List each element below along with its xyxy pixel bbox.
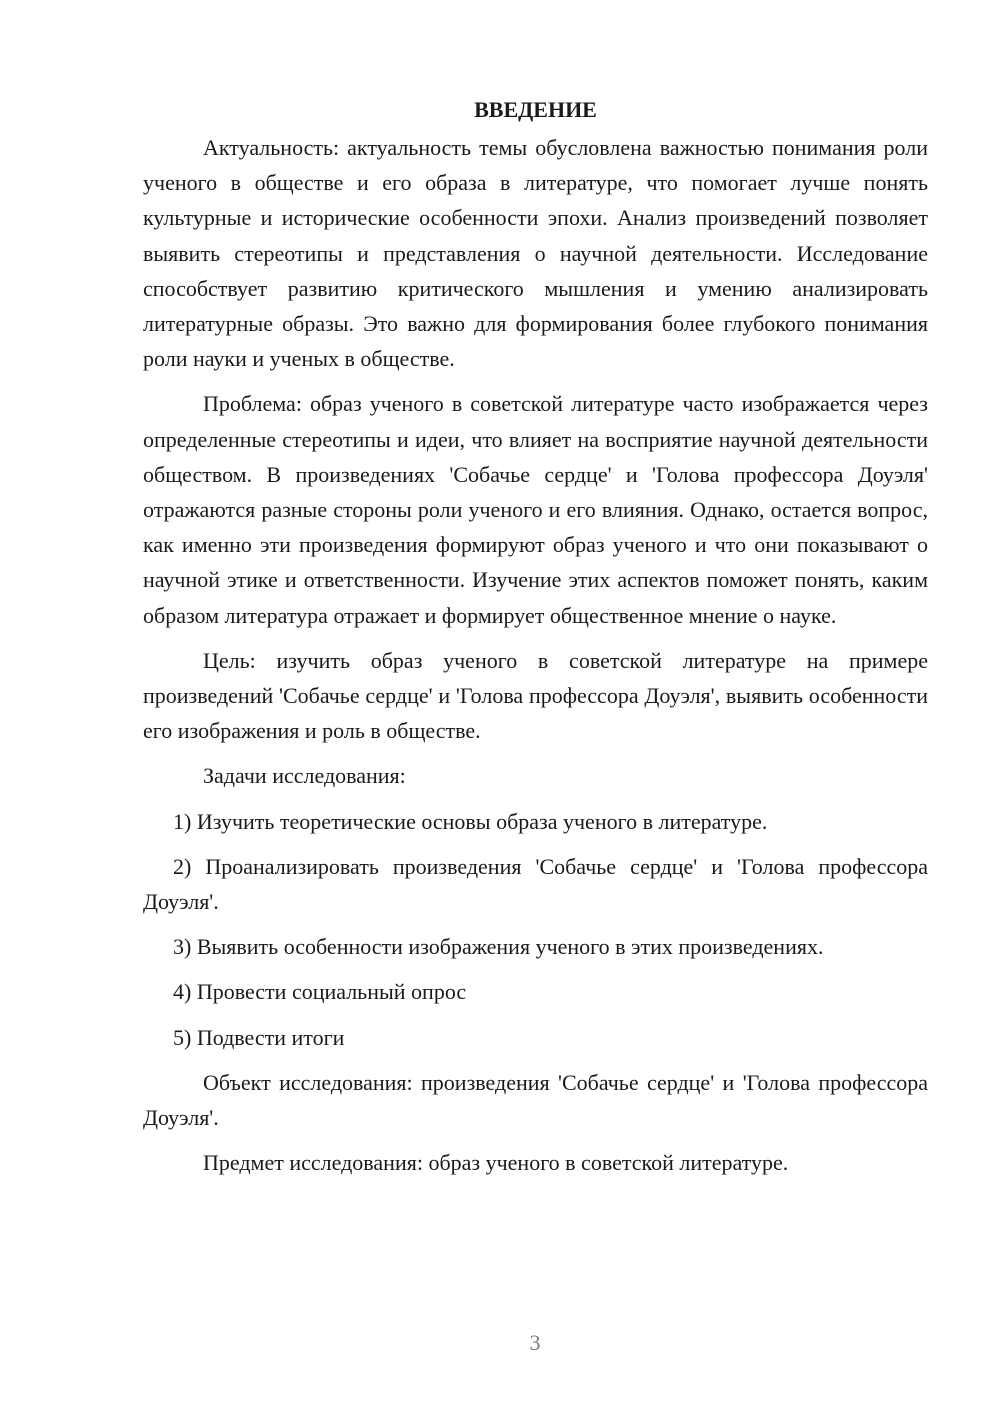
problem-paragraph: Проблема: образ ученого в советской литературе часто изображается через определенные стереотипы и идеи, что влияет на восприятие научной деятельности обществом. В произведениях 'Собачье сердце' и 'Голова профессора Доуэля' отражаются разные стороны роли ученого и его влияния. Однако, остается вопрос, как именно эти произведения формируют образ ученого и что они показывают о научной этике и ответственности. Изучение этих аспектов поможет понять, каким образом литература отражает и формирует общественное мнение о науке. [143,391,928,628]
task-item: 1) Изучить теоретические основы образа ученого в литературе. [173,808,768,834]
goal-paragraph: Цель: изучить образ ученого в советской литературе на примере произведений 'Собачье сердце' и 'Голова профессора Доуэля', выявить особенности его изображения и роль в обществе. [143,647,928,744]
task-item: 2) Проанализировать произведения 'Собачье сердце' и 'Голова профессора Доуэля'. [143,853,928,915]
tasks-list [143,804,928,1055]
page-number: 3 [529,1330,541,1355]
tasks-heading: Задачи исследования: [203,763,406,789]
document-page [143,90,928,1190]
task-item: 5) Подвести итоги [173,1024,345,1050]
object-paragraph: Объект исследования: произведения 'Собачье сердце' и 'Голова профессора Доуэля'. [143,1069,928,1131]
relevance-paragraph: Актуальность: актуальность темы обусловлена важностью понимания роли ученого в обществе и его образа в литературе, что помогает лучше понять культурные и исторические особенности эпохи. Анализ произведений позволяет выявить стереотипы и представления о научной деятельности. Исследование способствует развитию критического мышления и умению анализировать литературные образы. Это важно для формирования более глубокого понимания роли науки и ученых в обществе. [143,135,928,372]
task-item: 3) Выявить особенности изображения ученого в этих произведениях. [173,934,824,960]
subject-paragraph: Предмет исследования: образ ученого в советской литературе. [203,1150,789,1176]
page-title: ВВЕДЕНИЕ [474,97,597,122]
task-item: 4) Провести социальный опрос [173,979,467,1005]
